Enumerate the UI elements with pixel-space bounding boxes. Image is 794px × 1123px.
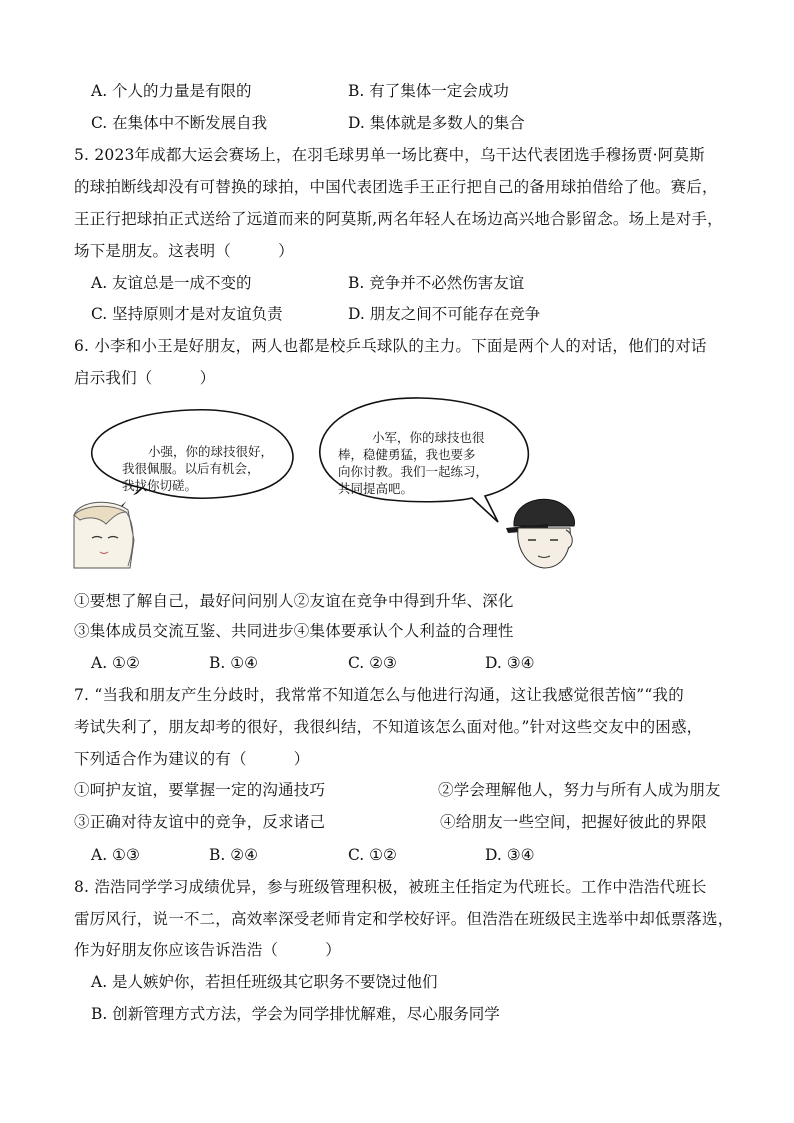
- q8-option-a[interactable]: A. 是人嫉妒你，若担任班级其它职务不要饶过他们: [91, 973, 438, 991]
- q6-stem-line-2: 启示我们（ ）: [74, 369, 216, 387]
- q5-stem-line-4: 场下是朋友。这表明（ ）: [74, 242, 294, 260]
- left-bubble-line-1: 小强，你的球技很好，: [148, 444, 274, 459]
- q7-statement-1: ①呵护友谊，要掌握一定的沟通技巧: [74, 781, 326, 799]
- q7-statement-4: ④给朋友一些空间，把握好彼此的界限: [440, 813, 707, 831]
- q7-option-c[interactable]: C. ①②: [348, 846, 397, 864]
- q6-statements-line-1: ①要想了解自己，最好问问别人②友谊在竞争中得到升华、深化: [74, 592, 514, 610]
- q7-stem-line-3: 下列适合作为建议的有（ ）: [74, 750, 310, 768]
- left-bubble-line-2: 我很佩服。以后有机会，: [122, 461, 260, 476]
- girl-avatar: [74, 502, 134, 568]
- q6-option-a[interactable]: A. ①②: [91, 654, 140, 672]
- left-bubble-line-3: 我找你切磋。: [122, 478, 198, 493]
- q8-stem-line-2: 雷厉风行，说一不二，高效率深受老师肯定和学校好评。但浩浩在班级民主选举中却低票落选，: [74, 910, 734, 928]
- right-bubble-line-2: 棒，稳健勇猛，我也要多: [338, 447, 476, 462]
- q7-option-d[interactable]: D. ③④: [485, 846, 535, 864]
- q6-option-c[interactable]: C. ②③: [348, 654, 397, 672]
- q5-stem-line-1: 5. 2023年成都大运会赛场上，在羽毛球男单一场比赛中，乌干达代表团选手穆扬贾·阿莫斯: [74, 146, 705, 164]
- q8-stem-line-3: 作为好朋友你应该告诉浩浩（ ）: [74, 941, 341, 959]
- boy-avatar: [506, 499, 575, 568]
- q5-option-d[interactable]: D. 朋友之间不可能存在竞争: [348, 305, 541, 323]
- q4-option-d[interactable]: D. 集体就是多数人的集合: [348, 114, 525, 132]
- right-bubble-line-1: 小军，你的球技也很: [372, 430, 485, 445]
- q5-stem-line-3: 王正行把球拍正式送给了远道而来的阿莫斯,两名年轻人在场边高兴地合影留念。场上是对手，: [74, 210, 723, 228]
- q8-stem-line-1: 8. 浩浩同学学习成绩优异，参与班级管理积极，被班主任指定为代班长。工作中浩浩代班长: [74, 878, 707, 896]
- q6-statements-line-2: ③集体成员交流互鉴、共同进步④集体要承认个人利益的合理性: [74, 622, 514, 640]
- q4-option-b[interactable]: B. 有了集体一定会成功: [348, 82, 509, 100]
- q8-option-b[interactable]: B. 创新管理方式方法，学会为同学排忧解难，尽心服务同学: [91, 1005, 500, 1023]
- q5-stem-line-2: 的球拍断线却没有可替换的球拍，中国代表团选手王正行把自己的备用球拍借给了他。赛后，: [74, 178, 718, 196]
- q5-option-c[interactable]: C. 坚持原则才是对友谊负责: [91, 305, 283, 323]
- right-bubble-line-3: 向你讨教。我们一起练习，: [338, 464, 489, 479]
- q7-option-a[interactable]: A. ①③: [91, 846, 140, 864]
- right-bubble-line-4: 共同提高吧。: [338, 481, 414, 496]
- q6-option-d[interactable]: D. ③④: [485, 654, 535, 672]
- q7-statement-3: ③正确对待友谊中的竞争，反求诸己: [74, 813, 326, 831]
- q7-stem-line-1: 7. “当我和朋友产生分歧时，我常常不知道怎么与他进行沟通，这让我感觉很苦恼”“我的: [74, 686, 684, 704]
- q6-stem-line-1: 6. 小李和小王是好朋友，两人也都是校乒乓球队的主力。下面是两个人的对话，他们的对话: [74, 337, 707, 355]
- q7-stem-line-2: 考试失利了，朋友却考的很好，我很纠结，不知道该怎么面对他。”针对这些交友中的困惑，: [74, 718, 703, 736]
- q4-option-c[interactable]: C. 在集体中不断发展自我: [91, 114, 268, 132]
- q5-option-b[interactable]: B. 竞争并不必然伤害友谊: [348, 274, 525, 292]
- q6-option-b[interactable]: B. ①④: [209, 654, 259, 672]
- q4-option-a[interactable]: A. 个人的力量是有限的: [91, 82, 252, 100]
- q7-statement-2: ②学会理解他人，努力与所有人成为朋友: [438, 781, 721, 799]
- q7-option-b[interactable]: B. ②④: [209, 846, 259, 864]
- q5-option-a[interactable]: A. 友谊总是一成不变的: [91, 274, 252, 292]
